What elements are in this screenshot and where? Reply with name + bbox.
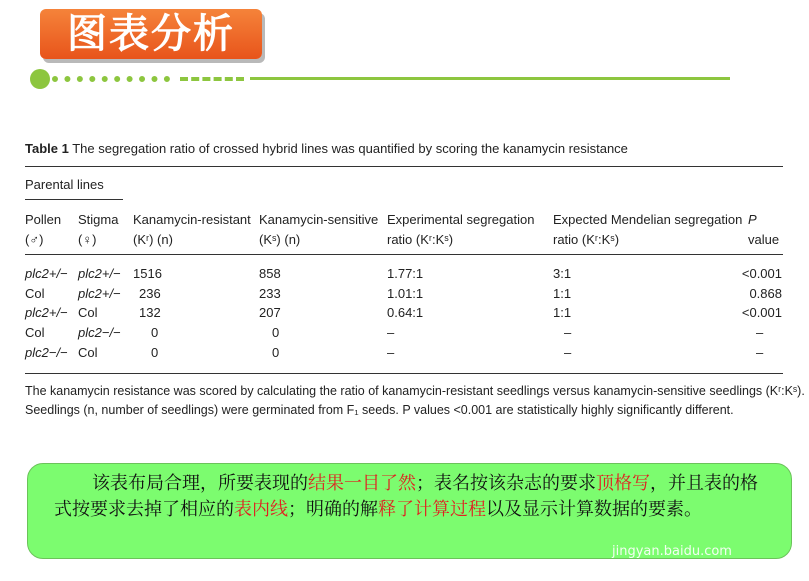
col-header-kan-sensitive: Kanamycin-sensitive (Kˢ) (n): [259, 212, 379, 247]
highlight-flush-left: 顶格写: [596, 473, 650, 494]
col-header-pollen: Pollen (♂): [25, 212, 62, 247]
slide-title: 图表分析: [67, 11, 235, 57]
watermark: jingyan.baidu.com: [612, 544, 732, 559]
parental-lines-label: Parental lines: [25, 177, 104, 192]
table-caption-label: Table 1: [25, 141, 69, 156]
highlight-clear-result: 结果一目了然: [308, 473, 416, 494]
rule-dashed: [180, 77, 244, 81]
header-rule: [25, 254, 783, 255]
rule-dot: [30, 69, 50, 89]
highlight-inner-lines: 表内线: [234, 499, 288, 520]
col-header-stigma: Stigma (♀): [78, 212, 119, 247]
table-caption-text: The segregation ratio of crossed hybrid lines was quantified by scoring the kanamycin resistance: [72, 141, 628, 156]
col-header-p-value: P value: [748, 212, 780, 247]
col-header-kan-resistant: Kanamycin-resistant (Kʳ) (n): [133, 212, 251, 247]
table-top-rule: [25, 166, 783, 167]
rule-dotted: [52, 76, 170, 82]
col-header-experimental-ratio: Experimental segregation ratio (Kʳ:Kˢ): [387, 212, 535, 247]
table-caption: [25, 141, 628, 156]
rule-solid: [250, 77, 730, 80]
table-footnote-line2: Seedlings (n, number of seedlings) were germinated from F₁ seeds. P values <0.001 are statistically highly significantly different.: [25, 403, 734, 417]
table-bottom-rule: [25, 373, 783, 374]
parental-lines-rule: [25, 199, 123, 200]
table-footnote-line1: The kanamycin resistance was scored by calculating the ratio of kanamycin-resistant seedlings versus kanamycin-sensitive seedlings (Kʳ:Kˢ).: [25, 384, 805, 398]
highlight-calculation: 释了计算过程: [378, 499, 486, 520]
slide-title-badge: [40, 9, 262, 59]
commentary-box: 该表布局合理，所要表现的结果一目了然；表名按该杂志的要求顶格写，并且表的格式按要求去掉了相应的表内线；明确的解释了计算过程以及显示计算数据的要素。: [27, 463, 792, 559]
col-header-expected-ratio: Expected Mendelian segregation ratio (Kʳ:Kˢ): [553, 212, 743, 247]
